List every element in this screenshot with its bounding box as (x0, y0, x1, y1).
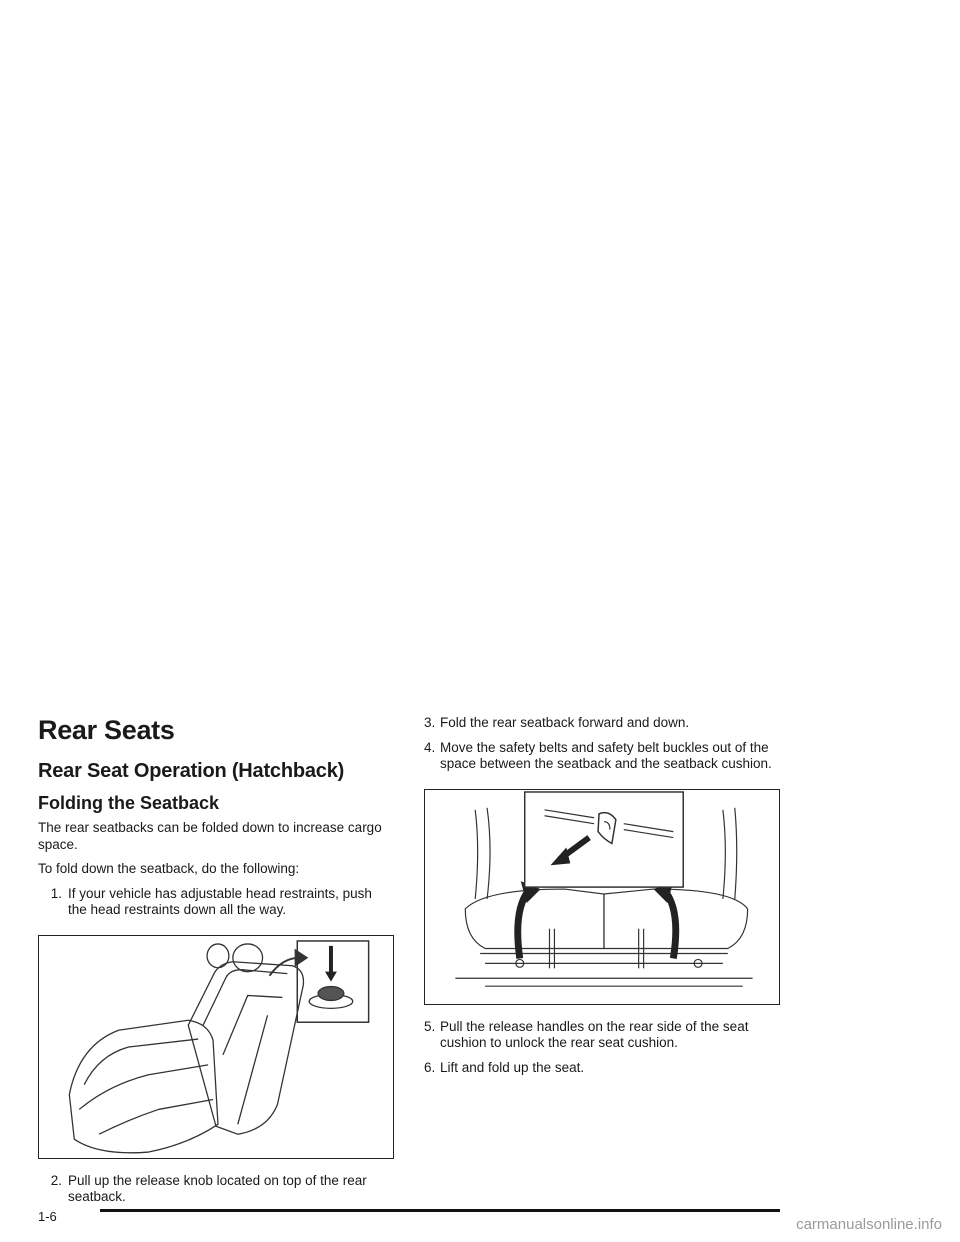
footer-rule (100, 1209, 780, 1212)
page-number: 1-6 (38, 1209, 57, 1224)
intro-paragraph: The rear seatbacks can be folded down to increase cargo space. (38, 820, 382, 852)
step-1: 1. If your vehicle has adjustable head restraints, push the head restraints down all the way. (50, 885, 372, 917)
step-2: 2. Pull up the release knob located on top of the rear seatback. (50, 1172, 367, 1204)
seat-cushion-release-illustration (424, 789, 780, 1005)
right-column (424, 715, 784, 1084)
lead-paragraph: To fold down the seatback, do the following: (38, 861, 300, 876)
seatback-release-illustration (38, 935, 394, 1159)
section-heading: Folding the Seatback (38, 793, 220, 813)
watermark: carmanualsonline.info (796, 1216, 942, 1233)
subheading: Rear Seat Operation (Hatchback) (38, 760, 345, 782)
step-5: 5. Pull the release handles on the rear side of the seat cushion to unlock the rear seat cushion. (424, 1018, 749, 1050)
page-heading: Rear Seats (38, 715, 175, 745)
left-column (38, 715, 394, 1214)
step-6: 6. Lift and fold up the seat. (424, 1059, 585, 1075)
step-4: 4. Move the safety belts and safety belt buckles out of the space between the seatback and the seatback cushion. (424, 739, 772, 771)
step-3: 3. Fold the rear seatback forward and down. (424, 715, 690, 730)
